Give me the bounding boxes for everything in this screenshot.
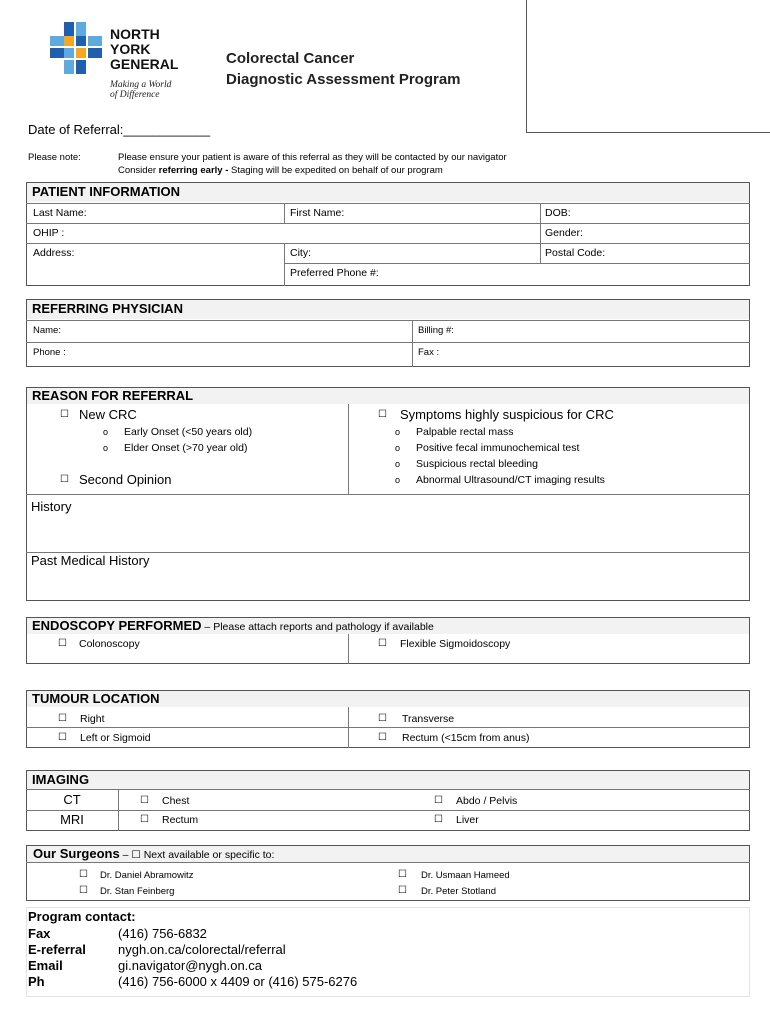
chest-checkbox[interactable]: ☐ xyxy=(140,795,149,806)
rectum-checkbox[interactable]: ☐ xyxy=(378,732,387,743)
physician-phone-field[interactable]: Phone : xyxy=(33,347,66,358)
section-heading: TUMOUR LOCATION xyxy=(27,691,749,707)
logo-line: GENERAL xyxy=(110,56,179,72)
palpable-option[interactable]: Palpable rectal mass xyxy=(416,426,514,438)
hospital-logo-mark xyxy=(50,22,108,80)
physician-fax-field[interactable]: Fax : xyxy=(418,347,440,358)
chest-label: Chest xyxy=(162,795,190,807)
colonoscopy-checkbox[interactable]: ☐ xyxy=(58,638,67,649)
fecal-option[interactable]: Positive fecal immunochemical test xyxy=(416,442,580,454)
past-medical-history-field[interactable]: Past Medical History xyxy=(31,553,150,568)
note-line-1: Please ensure your patient is aware of this referral as they will be contacted by our navigator xyxy=(118,152,507,163)
transverse-label: Transverse xyxy=(402,713,455,725)
flexible-sigmoidoscopy-checkbox[interactable]: ☐ xyxy=(378,638,387,649)
ohip-field[interactable]: OHIP : xyxy=(33,227,65,239)
surgeon-3-checkbox[interactable]: ☐ xyxy=(79,885,88,896)
section-heading xyxy=(27,846,749,862)
bleeding-option[interactable]: Suspicious rectal bleeding xyxy=(416,458,538,470)
logo-line: NORTH xyxy=(110,26,160,42)
page-title xyxy=(226,48,461,90)
transverse-checkbox[interactable]: ☐ xyxy=(378,713,387,724)
city-field[interactable]: City: xyxy=(290,247,311,259)
email-label: Email xyxy=(28,958,63,973)
new-crc-label: New CRC xyxy=(79,407,137,422)
title-line: Colorectal Cancer xyxy=(226,50,355,67)
history-field[interactable]: History xyxy=(31,499,72,514)
phone-value: (416) 756-6000 x 4409 or (416) 575-6276 xyxy=(118,974,358,989)
postal-code-field[interactable]: Postal Code: xyxy=(545,247,606,259)
billing-field[interactable]: Billing #: xyxy=(418,325,454,336)
elder-onset-bullet: o xyxy=(103,443,109,453)
bleeding-bullet: o xyxy=(395,459,401,469)
left-sigmoid-checkbox[interactable]: ☐ xyxy=(58,732,67,743)
last-name-field[interactable]: Last Name: xyxy=(33,207,87,219)
note-post: Staging will be expedited on behalf of our program xyxy=(228,165,443,176)
endoscopy-heading-note: – Please attach reports and pathology if available xyxy=(201,621,434,633)
fax-label: Fax xyxy=(28,926,51,941)
email-link[interactable]: gi.navigator@nygh.on.ca xyxy=(118,958,263,973)
section-heading xyxy=(27,618,749,634)
ct-label: CT xyxy=(63,792,81,807)
address-field[interactable]: Address: xyxy=(33,247,75,259)
early-onset-bullet: o xyxy=(103,427,109,437)
new-crc-checkbox[interactable]: ☐ xyxy=(60,409,69,420)
second-opinion-checkbox[interactable]: ☐ xyxy=(60,474,69,485)
section-heading: REASON FOR REFERRAL xyxy=(27,388,749,404)
liver-checkbox[interactable]: ☐ xyxy=(434,814,443,825)
elder-onset-option[interactable]: Elder Onset (>70 year old) xyxy=(124,442,248,454)
colonoscopy-label: Colonoscopy xyxy=(79,638,140,650)
note-bold: referring early - xyxy=(158,165,229,176)
logo-line: YORK xyxy=(110,41,151,57)
endoscopy-heading: ENDOSCOPY PERFORMED xyxy=(32,618,202,633)
contact-heading: Program contact: xyxy=(28,909,136,924)
mri-label: MRI xyxy=(60,812,84,827)
note-pre: Consider xyxy=(118,165,159,176)
first-name-field[interactable]: First Name: xyxy=(290,207,345,219)
symptoms-checkbox[interactable]: ☐ xyxy=(378,409,387,420)
early-onset-option[interactable]: Early Onset (<50 years old) xyxy=(124,426,253,438)
ultrasound-option[interactable]: Abnormal Ultrasound/CT imaging results xyxy=(416,474,605,486)
surgeon-1-checkbox[interactable]: ☐ xyxy=(79,869,88,880)
ereferral-label: E-referral xyxy=(28,942,86,957)
flexible-sigmoidoscopy-label: Flexible Sigmoidoscopy xyxy=(400,638,511,650)
abdo-pelvis-checkbox[interactable]: ☐ xyxy=(434,795,443,806)
gender-field[interactable]: Gender: xyxy=(545,227,583,239)
palpable-bullet: o xyxy=(395,427,401,437)
dob-field[interactable]: DOB: xyxy=(545,207,571,219)
ereferral-link[interactable]: nygh.on.ca/colorectal/referral xyxy=(118,942,286,957)
preferred-phone-field[interactable]: Preferred Phone #: xyxy=(290,267,379,279)
surgeon-1-label: Dr. Daniel Abramowitz xyxy=(100,870,194,881)
imaging-rectum-checkbox[interactable]: ☐ xyxy=(140,814,149,825)
left-sigmoid-label: Left or Sigmoid xyxy=(80,732,151,744)
please-note-label: Please note: xyxy=(28,152,81,163)
fax-value: (416) 756-6832 xyxy=(118,926,207,941)
right-checkbox[interactable]: ☐ xyxy=(58,713,67,724)
fecal-bullet: o xyxy=(395,443,401,453)
surgeon-2-checkbox[interactable]: ☐ xyxy=(398,869,407,880)
surgeons-heading-note[interactable]: – ☐ Next available or specific to: xyxy=(119,849,275,861)
rectum-label: Rectum (<15cm from anus) xyxy=(402,732,530,744)
logo-tagline xyxy=(110,80,171,100)
surgeon-4-label: Dr. Peter Stotland xyxy=(421,886,496,897)
section-heading: IMAGING xyxy=(27,771,749,789)
title-line: Diagnostic Assessment Program xyxy=(226,71,461,88)
surgeon-4-checkbox[interactable]: ☐ xyxy=(398,885,407,896)
note-line-2 xyxy=(118,165,443,176)
date-of-referral-field[interactable]: Date of Referral:____________ xyxy=(28,122,211,137)
section-heading: PATIENT INFORMATION xyxy=(27,183,749,202)
symptoms-label: Symptoms highly suspicious for CRC xyxy=(400,407,614,422)
surgeons-heading: Our Surgeons xyxy=(33,846,120,861)
abdo-pelvis-label: Abdo / Pelvis xyxy=(456,795,518,807)
physician-name-field[interactable]: Name: xyxy=(33,325,61,336)
liver-label: Liver xyxy=(456,814,479,826)
tagline-line: Making a World xyxy=(110,80,172,90)
ultrasound-bullet: o xyxy=(395,475,401,485)
logo-text xyxy=(110,27,178,72)
phone-label: Ph xyxy=(28,974,45,989)
surgeon-3-label: Dr. Stan Feinberg xyxy=(100,886,175,897)
surgeon-2-label: Dr. Usmaan Hameed xyxy=(421,870,510,881)
section-heading: REFERRING PHYSICIAN xyxy=(27,300,749,319)
right-label: Right xyxy=(80,713,105,725)
imaging-rectum-label: Rectum xyxy=(162,814,199,826)
tagline-line: of Difference xyxy=(110,90,160,100)
second-opinion-label: Second Opinion xyxy=(79,472,172,487)
label-stamp-area[interactable] xyxy=(526,0,770,133)
